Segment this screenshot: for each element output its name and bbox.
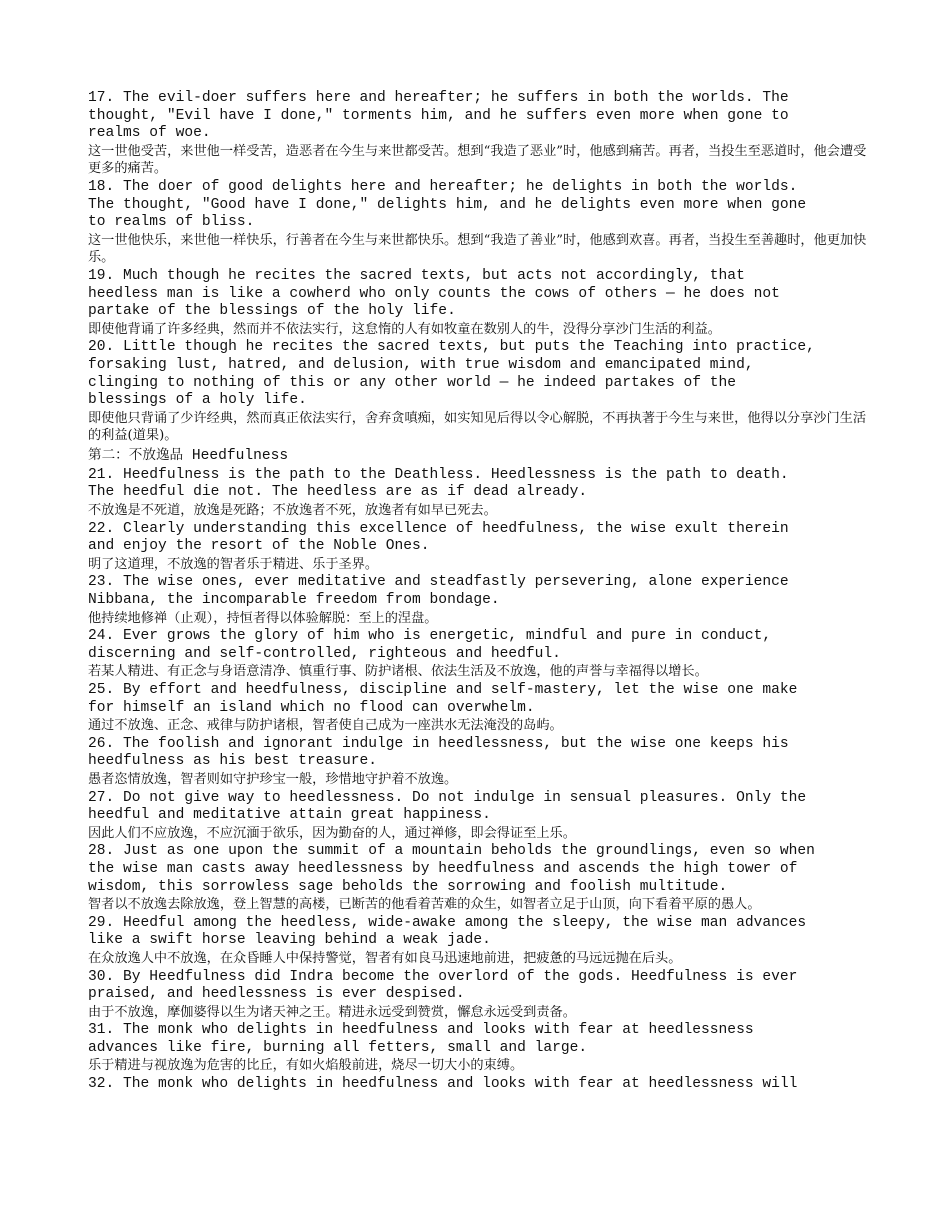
verse-chinese: 由于不放逸，摩伽婆得以生为诸天神之王。精进永远受到赞赏，懈怠永远受到责备。 — [88, 1004, 576, 1020]
verse-block — [88, 1076, 868, 1094]
verse-chinese: 智者以不放逸去除放逸，登上智慧的高楼，已断苦的他看着苦难的众生，如智者立足于山顶，向下看着平原的愚人。 — [88, 897, 761, 913]
verse-chinese: 即使他背诵了许多经典，然而并不依法实行，这怠惰的人有如牧童在数别人的牛，没得分享沙门生活的利益。 — [88, 321, 721, 337]
document-page — [88, 90, 868, 1094]
verse-english: 22. Clearly understanding this excellence of heedfulness, the wise exult therein and enjoy the resort of the Noble Ones. — [88, 520, 789, 555]
verse-block — [88, 574, 868, 627]
verse-block — [88, 179, 868, 267]
verse-chinese: 若某人精进、有正念与身语意清净、慎重行事、防护诸根、依法生活及不放逸，他的声誉与幸福得以增长。 — [88, 664, 708, 680]
verse-block — [88, 1022, 868, 1075]
verse-chinese: 通过不放逸、正念、戒律与防护诸根，智者使自己成为一座洪水无法淹没的岛屿。 — [88, 718, 563, 734]
verse-chinese: 愚者恣情放逸，智者则如守护珍宝一般，珍惜地守护着不放逸。 — [88, 771, 458, 787]
verse-chinese: 因此人们不应放逸，不应沉湎于欲乐，因为勤奋的人，通过禅修，即会得证至上乐。 — [88, 825, 576, 841]
verse-chinese: 这一世他快乐，来世他一样快乐，行善者在今生与来世都快乐。想到“我造了善业”时，他感到欢喜。再者，当投生至善趣时，他更加快乐。 — [88, 232, 867, 266]
verse-chinese: 不放逸是不死道，放逸是死路；不放逸者不死，放逸者有如早已死去。 — [88, 503, 497, 519]
verse-english: 26. The foolish and ignorant indulge in heedlessness, but the wise one keeps his heedfulness as his best treasure. — [88, 735, 789, 770]
verse-block — [88, 915, 868, 968]
chapter-heading — [88, 446, 868, 466]
verse-chinese: 在众放逸人中不放逸，在众昏睡人中保持警觉，智者有如良马迅速地前进，把疲惫的马远远抛在后头。 — [88, 950, 682, 966]
verse-english: 24. Ever grows the glory of him who is energetic, mindful and pure in conduct, discerning and self-controlled, righteous and heedful. — [88, 628, 772, 662]
verse-block — [88, 339, 868, 445]
verse-english: 32. The monk who delights in heedfulness and looks with fear at heedlessness will — [88, 1076, 798, 1093]
verse-english: 19. Much though he recites the sacred texts, but acts not accordingly, that heedless man is like a cowherd who only counts the cows of others — he does not partake of the blessings of the holy life. — [88, 267, 780, 320]
verse-block — [88, 843, 868, 913]
verse-block — [88, 969, 868, 1022]
verse-block — [88, 736, 868, 789]
verse-block — [88, 90, 868, 178]
verse-chinese: 即使他只背诵了少许经典，然而真正依法实行，舍弃贪嗔痴，如实知见后得以令心解脱，不再执著于今生与来世，他得以分享沙门生活的利益(道果)。 — [88, 410, 867, 444]
chapter-heading-english: Heedfulness — [191, 447, 289, 464]
chapter-heading-chinese: 第二：不放逸品 — [88, 446, 184, 463]
verse-english: 29. Heedful among the heedless, wide-awake among the sleepy, the wise man advances like a swift horse leaving behind a weak jade. — [88, 914, 807, 949]
verse-english: 27. Do not give way to heedlessness. Do not indulge in sensual pleasures. Only the heedful and meditative attain great happiness. — [88, 789, 807, 824]
verse-english: 25. By effort and heedfulness, discipline and self-mastery, let the wise one make for himself an island which no flood can overwhelm. — [88, 682, 798, 716]
verse-english: 31. The monk who delights in heedfulness and looks with fear at heedlessness advances like fire, burning all fetters, small and large. — [88, 1022, 754, 1056]
verse-english: 20. Little though he recites the sacred texts, but puts the Teaching into practice, forsaking lust, hatred, and delusion, with true wisdom and emancipated mind, clinging to nothing of this or any other world — he indeed partakes of the blessings of a holy life. — [88, 339, 815, 409]
verse-chinese: 这一世他受苦，来世他一样受苦，造恶者在今生与来世都受苦。想到“我造了恶业”时，他感到痛苦。再者，当投生至恶道时，他会遭受更多的痛苦。 — [88, 143, 867, 177]
verse-english: 21. Heedfulness is the path to the Deathless. Heedlessness is the path to death. The heedful die not. The heedless are as if dead already. — [88, 466, 789, 501]
verse-block — [88, 628, 868, 681]
verse-block — [88, 268, 868, 338]
verse-block — [88, 467, 868, 520]
verse-english: 23. The wise ones, ever meditative and steadfastly persevering, alone experience Nibbana, the incomparable freedom from bondage. — [88, 574, 789, 609]
verse-english: 17. The evil-doer suffers here and hereafter; he suffers in both the worlds. The thought, "Evil have I done," torments him, and he suffers even more when gone to realms of woe. — [88, 90, 789, 142]
verse-english: 18. The doer of good delights here and hereafter; he delights in both the worlds. The thought, "Good have I done," delights him, and he delights even more when gone to realms of bliss. — [88, 178, 807, 231]
verse-chinese: 他持续地修禅（止观），持恒者得以体验解脱：至上的涅盘。 — [88, 610, 438, 626]
verse-english: 28. Just as one upon the summit of a mountain beholds the groundlings, even so when the wise man casts away heedlessness by heedfulness and ascends the high tower of wisdom, this sorrowless sage beholds the sorrowing and foolish multitude. — [88, 843, 815, 895]
verse-chinese: 乐于精进与视放逸为危害的比丘，有如火焰般前进，烧尽一切大小的束缚。 — [88, 1058, 524, 1074]
verse-chinese: 明了这道理，不放逸的智者乐于精进、乐于圣界。 — [88, 556, 379, 572]
verse-english: 30. By Heedfulness did Indra become the overlord of the gods. Heedfulness is ever praised, and heedlessness is ever despised. — [88, 968, 798, 1003]
verse-block — [88, 521, 868, 574]
verse-block — [88, 682, 868, 735]
verse-block — [88, 790, 868, 843]
